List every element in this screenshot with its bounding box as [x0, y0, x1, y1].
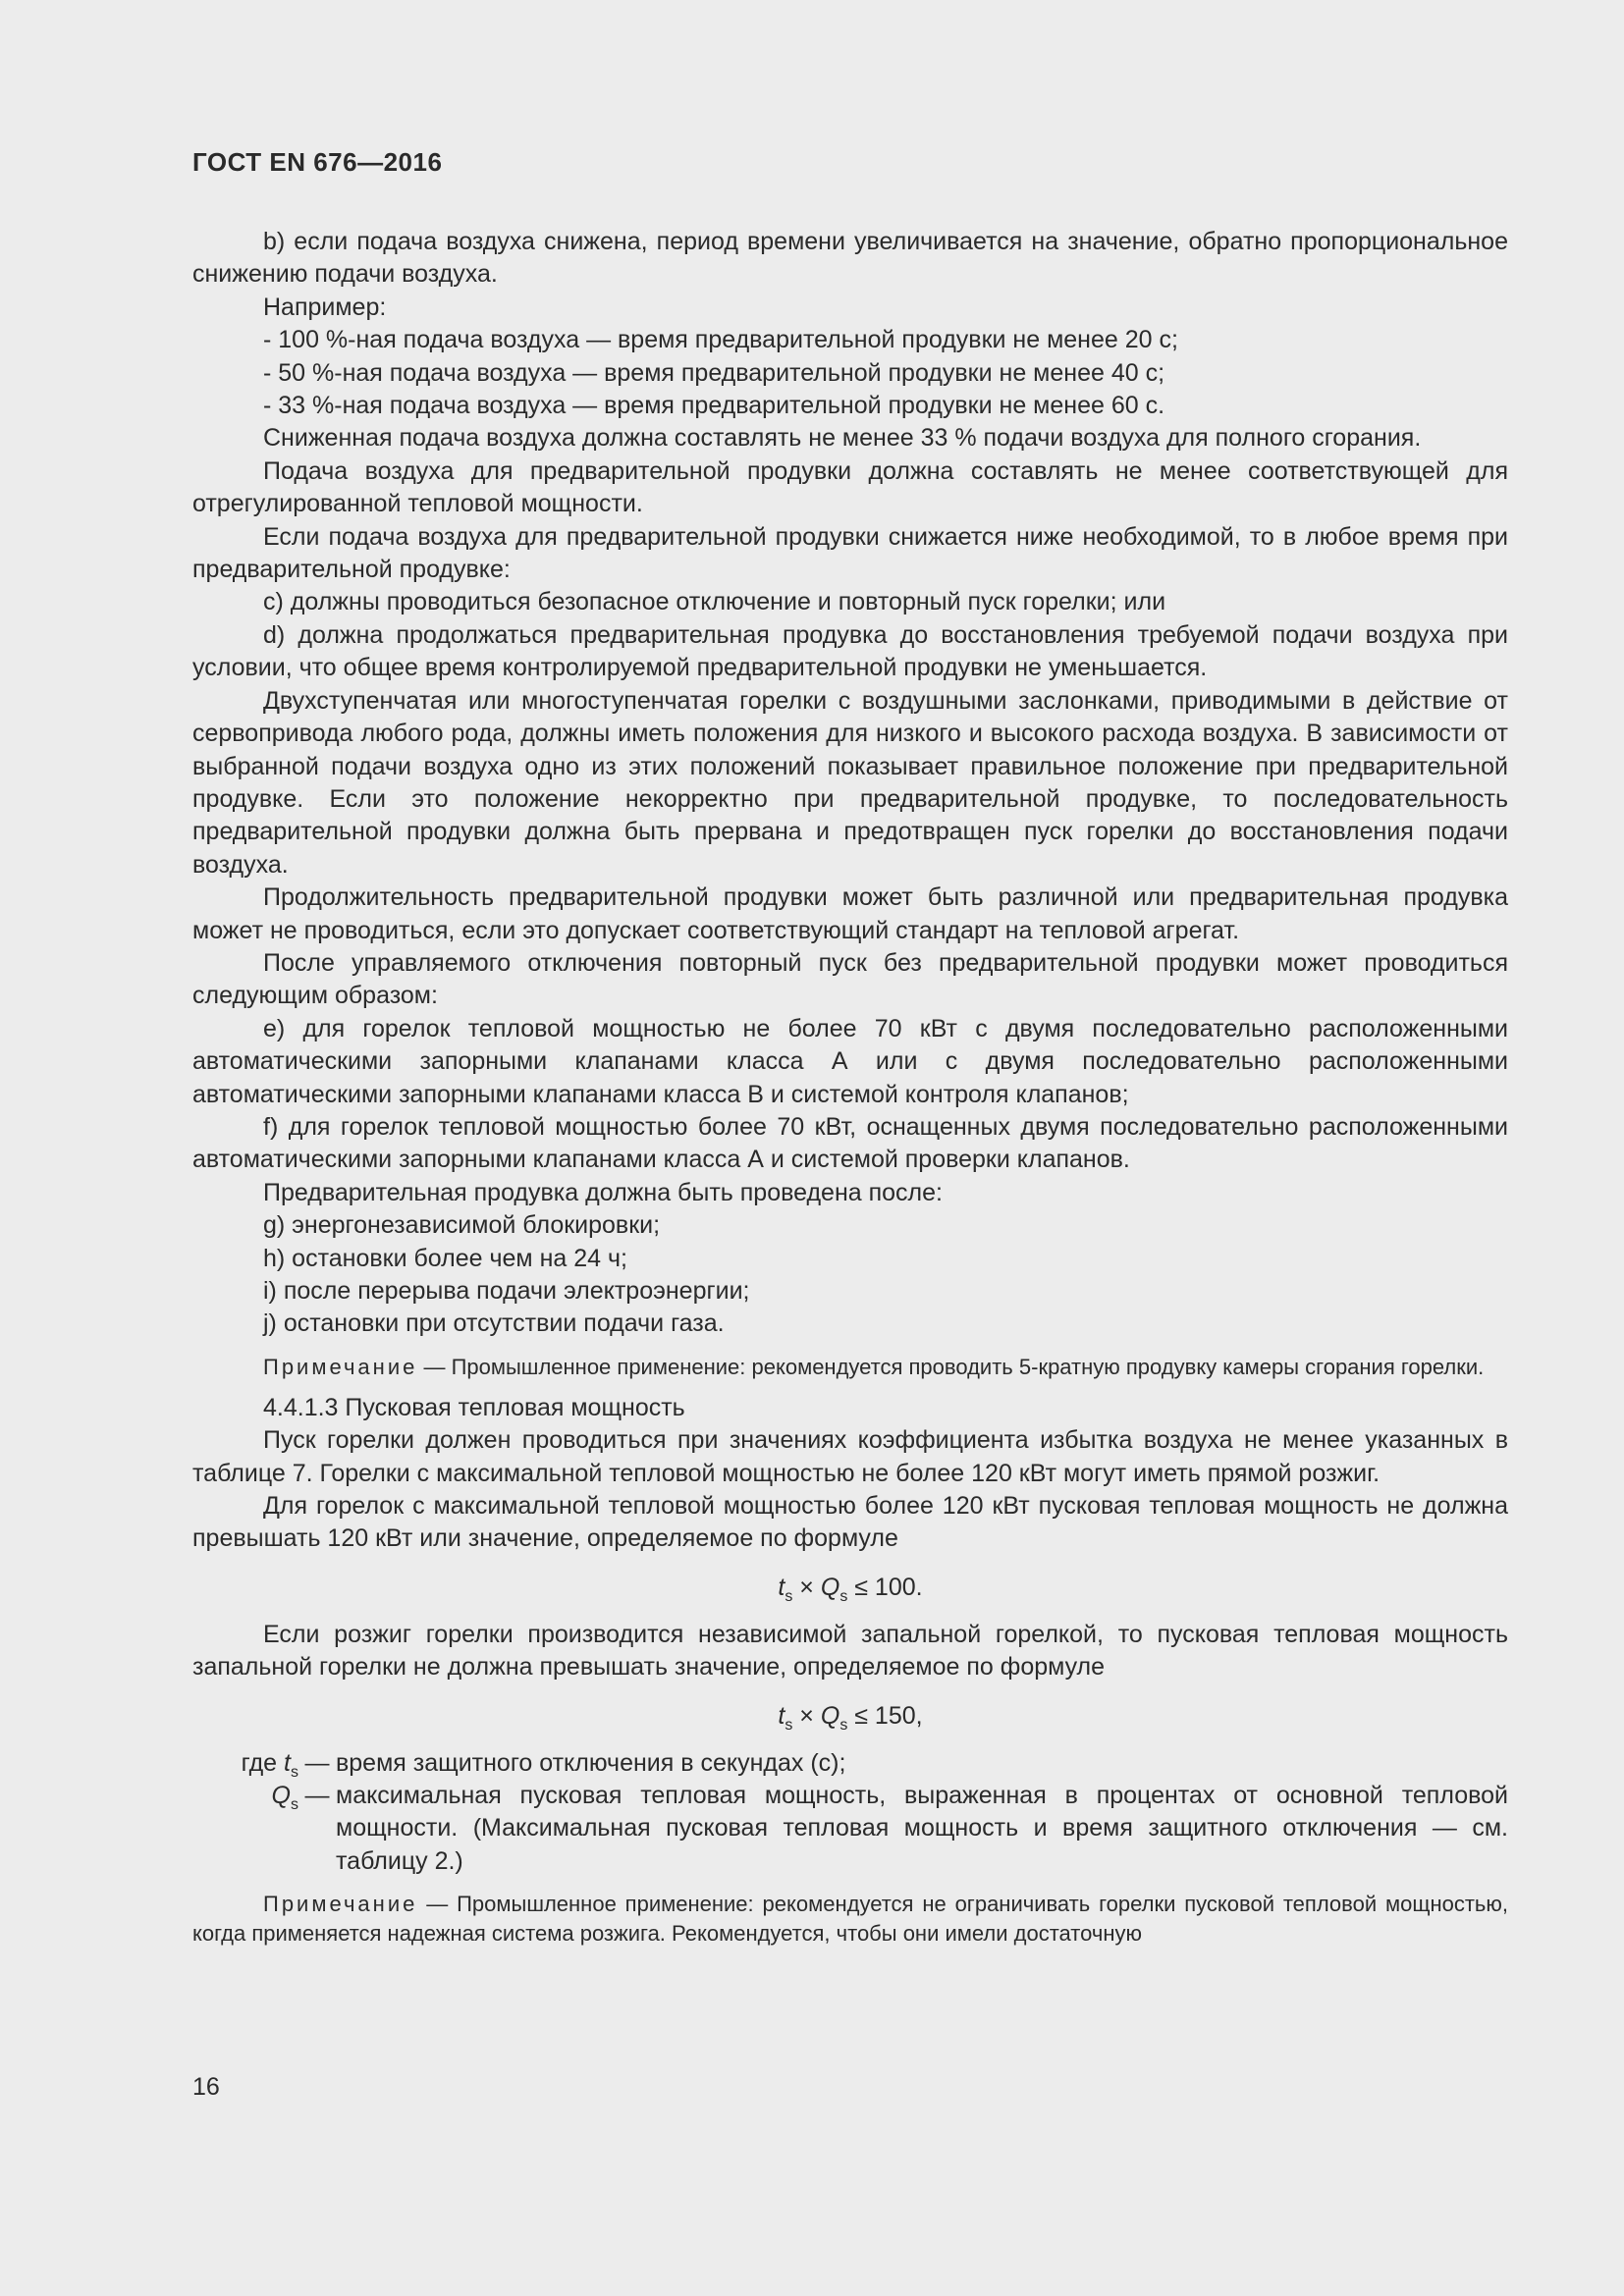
where-q: $Q_s$ — максимальная пусковая тепловая мощность, выраженная в процентах от основной тепловой мощности. (Максимальная пусковая тепловая мощность и время защитного отключения — см. таблицу 2.): [271, 1782, 1508, 1875]
formula-1: $t_s \times Q_s \le 100$.: [778, 1573, 923, 1605]
where-t: где $t_s$ — время защитного отключения в секундах (с);: [241, 1748, 846, 1781]
paragraph-over-120: Для горелок с максимальной тепловой мощностью более 120 кВт пусковая тепловая мощность не должна превышать 120 кВт или значение, определяемое по формуле: [192, 1492, 1508, 1553]
paragraph-two-stage: Двухступенчатая или многоступенчатая горелки с воздушными заслонками, приводимыми в действие от сервопривода любого рода, должны иметь положения для низкого и высокого расхода воздуха. В зависимости от выбранной подачи воздуха одно из этих положений показывает правильное положение при предварительной продувке. Если это положение некорректно при предварительной продувке, то последовательность предварительной продувки должна быть прервана и предотвращен пуск горелки до восстановления подачи воздуха.: [192, 686, 1508, 879]
after-item: h) остановки более чем на 24 ч;: [263, 1244, 627, 1272]
note-text: — Промышленное применение: рекомендуется не ограничивать горелки пусковой тепловой мощностью, когда применяется надежная система розжига. Рекомендуется, чтобы они имели достаточную: [192, 1892, 1508, 1947]
example-item: - 100 %-ная подача воздуха — время предварительной продувки не менее 20 с;: [263, 326, 1178, 354]
paragraph-prepurge-air: Подача воздуха для предварительной продувки должна составлять не менее соответствующей для отрегулированной тепловой мощности.: [192, 456, 1508, 518]
after-item: j) остановки при отсутствии подачи газа.: [263, 1309, 725, 1338]
item-b: b) если подача воздуха снижена, период времени увеличивается на значение, обратно пропорциональное снижению подачи воздуха.: [192, 228, 1508, 289]
paragraph-if-reduced: Если подача воздуха для предварительной продувки снижается ниже необходимой, то в любое время при предварительной продувке:: [192, 522, 1508, 584]
paragraph-pilot: Если розжиг горелки производится независимой запальной горелкой, то пусковая тепловая мощность запальной горелки не должна превышать значение, определяемое по формуле: [192, 1620, 1508, 1682]
paragraph-duration: Продолжительность предварительной продувки может быть различной или предварительная продувка может не проводиться, если это допускает соответствующий стандарт на тепловой агрегат.: [192, 883, 1508, 944]
note-2: [192, 1890, 1508, 1949]
paragraph-reduced-air: Сниженная подача воздуха должна составлять не менее 33 % подачи воздуха для полного сгорания.: [263, 424, 1422, 453]
example-label: Например:: [263, 293, 387, 321]
item-e: e) для горелок тепловой мощностью не более 70 кВт с двумя последовательно расположенными автоматическими запорными клапанами класса А или с двумя последовательно расположенными автоматическими запорными клапанами класса В и системой контроля клапанов;: [192, 1014, 1508, 1108]
example-item: - 33 %-ная подача воздуха — время предварительной продувки не менее 60 с.: [263, 392, 1165, 420]
paragraph-start: Пуск горелки должен проводиться при значениях коэффициента избытка воздуха не менее указанных в таблице 7. Горелки с максимальной тепловой мощностью не более 120 кВт могут иметь прямой розжиг.: [192, 1426, 1508, 1487]
item-f: f) для горелок тепловой мощностью более 70 кВт, оснащенных двумя последовательно расположенными автоматическими запорными клапанами класса А и системой проверки клапанов.: [192, 1112, 1508, 1174]
after-item: i) после перерыва подачи электроэнергии;: [263, 1277, 750, 1305]
item-d: d) должна продолжаться предварительная продувка до восстановления требуемой подачи воздуха при условии, что общее время контролируемой предварительной продувки не уменьшается.: [192, 620, 1508, 682]
note-label: Примечание: [263, 1354, 418, 1379]
after-item: g) энергонезависимой блокировки;: [263, 1211, 661, 1240]
note-label: Примечание: [263, 1892, 418, 1917]
example-item: - 50 %-ная подача воздуха — время предварительной продувки не менее 40 с;: [263, 358, 1165, 387]
item-c: c) должны проводиться безопасное отключение и повторный пуск горелки; или: [263, 588, 1166, 616]
section-title: 4.4.1.3 Пусковая тепловая мощность: [263, 1393, 685, 1421]
document-body: [192, 226, 1508, 1958]
paragraph-restart: После управляемого отключения повторный пуск без предварительной продувки может проводиться следующим образом:: [192, 948, 1508, 1010]
note-text: — Промышленное применение: рекомендуется проводить 5-кратную продувку камеры сгорания горелки.: [423, 1354, 1485, 1379]
note-1: [192, 1353, 1508, 1382]
document-header: ГОСТ EN 676—2016: [192, 147, 443, 177]
paragraph-after: Предварительная продувка должна быть проведена после:: [263, 1178, 943, 1206]
page-number: 16: [192, 2073, 220, 2101]
formula-2: $t_s \times Q_s \le 150$,: [778, 1701, 923, 1734]
